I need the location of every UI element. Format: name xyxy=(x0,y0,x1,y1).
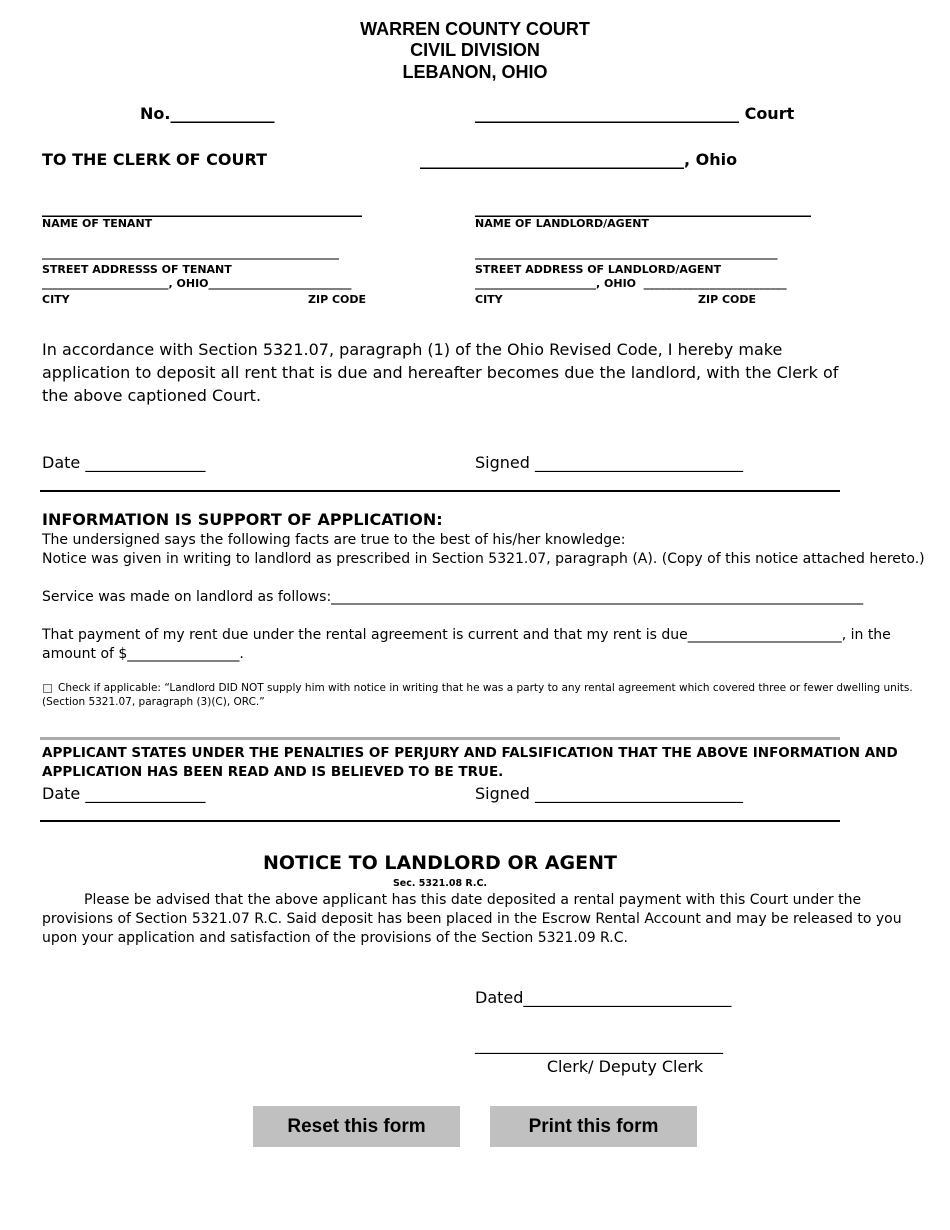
section-divider xyxy=(40,737,840,740)
tenant-zip-label: ZIP CODE xyxy=(308,293,367,306)
court-name-field[interactable]: _________________________________ Court xyxy=(475,104,795,123)
rent-due-field[interactable]: That payment of my rent due under the rental agreement is current and that my rent is due______________________, in the xyxy=(42,627,891,643)
tenant-street-field[interactable]: ______________________________________________________ xyxy=(42,247,339,260)
service-method-field[interactable]: Service was made on landlord as follows:____________________________________________________________________________ xyxy=(42,589,864,605)
tenant-street-label: STREET ADDRESSS OF TENANT xyxy=(42,263,232,276)
application-signature-field[interactable]: Signed __________________________ xyxy=(475,453,743,472)
landlord-name-label: NAME OF LANDLORD/AGENT xyxy=(475,217,649,230)
landlord-city-zip-field[interactable]: ______________________, OHIO __________________________ xyxy=(475,277,787,290)
landlord-street-field[interactable]: _______________________________________________________ xyxy=(475,247,778,260)
tenant-city-label: CITY xyxy=(42,293,70,306)
court-name: WARREN COUNTY COURT xyxy=(360,19,590,39)
landlord-street-label: STREET ADDRESS OF LANDLORD/AGENT xyxy=(475,263,722,276)
landlord-name-field[interactable]: __________________________________________ xyxy=(475,198,811,217)
notice-given-statement: Notice was given in writing to landlord as prescribed in Section 5321.07, paragraph (A). (Copy of this notice attached hereto.) xyxy=(42,551,925,567)
notice-dated-field[interactable]: Dated__________________________ xyxy=(475,988,732,1007)
application-statement: In accordance with Section 5321.07, paragraph (1) of the Ohio Revised Code, I hereby make application to deposit all rent that is due and hereafter becomes due the landlord, with the Clerk of the above captioned Court. xyxy=(42,340,839,405)
perjury-statement-cont: APPLICATION HAS BEEN READ AND IS BELIEVED TO BE TRUE. xyxy=(42,764,504,780)
notice-body: Please be advised that the above applicant has this date deposited a rental payment with this Court under the xyxy=(84,892,862,908)
court-location: LEBANON, OHIO xyxy=(402,62,548,82)
clerk-label: Clerk/ Deputy Clerk xyxy=(546,1057,704,1076)
section-divider xyxy=(40,820,840,822)
case-number-field[interactable]: No._____________ xyxy=(140,104,275,123)
notice-body-cont: upon your application and satisfaction of the provisions of the Section 5321.09 R.C. xyxy=(42,930,628,946)
perjury-signature-field[interactable]: Signed __________________________ xyxy=(475,784,743,803)
perjury-date-field[interactable]: Date _______________ xyxy=(42,784,206,803)
division-name: CIVIL DIVISION xyxy=(410,40,540,60)
tenant-name-label: NAME OF TENANT xyxy=(42,217,153,230)
notice-body-cont: provisions of Section 5321.07 R.C. Said deposit has been placed in the Escrow Rental Account and may be released to you xyxy=(42,911,902,927)
landlord-zip-label: ZIP CODE xyxy=(698,293,757,306)
support-intro: The undersigned says the following facts are true to the best of his/her knowledge: xyxy=(42,532,626,548)
section-divider xyxy=(40,490,840,492)
tenant-name-field[interactable]: ________________________________________ xyxy=(42,198,362,217)
rent-amount-field[interactable]: amount of $________________. xyxy=(42,646,244,662)
print-form-button[interactable]: Print this form xyxy=(490,1106,697,1147)
tenant-city-zip-field[interactable]: _______________________, OHIO__________________________ xyxy=(42,277,352,290)
notice-title: NOTICE TO LANDLORD OR AGENT xyxy=(263,852,617,874)
application-date-field[interactable]: Date _______________ xyxy=(42,453,206,472)
clerk-signature-field[interactable]: _______________________________ xyxy=(475,1035,723,1054)
notice-section-ref: Sec. 5321.08 R.C. xyxy=(392,878,488,889)
checkbox-label-cont: (Section 5321.07, paragraph (3)(C), ORC.” xyxy=(42,696,265,708)
support-heading: INFORMATION IS SUPPORT OF APPLICATION: xyxy=(42,510,443,529)
to-clerk-heading: TO THE CLERK OF COURT xyxy=(42,150,267,169)
landlord-city-label: CITY xyxy=(475,293,503,306)
ohio-city-field[interactable]: _________________________________, Ohio xyxy=(420,150,738,169)
reset-form-button[interactable]: Reset this form xyxy=(253,1106,460,1147)
perjury-statement: APPLICANT STATES UNDER THE PENALTIES OF PERJURY AND FALSIFICATION THAT THE ABOVE INFORMATION AND xyxy=(42,745,898,761)
applicable-checkbox[interactable] xyxy=(43,684,52,693)
checkbox-label: Check if applicable: “Landlord DID NOT supply him with notice in writing that he was a party to any rental agreement which covered three or fewer dwelling units. xyxy=(58,682,913,694)
